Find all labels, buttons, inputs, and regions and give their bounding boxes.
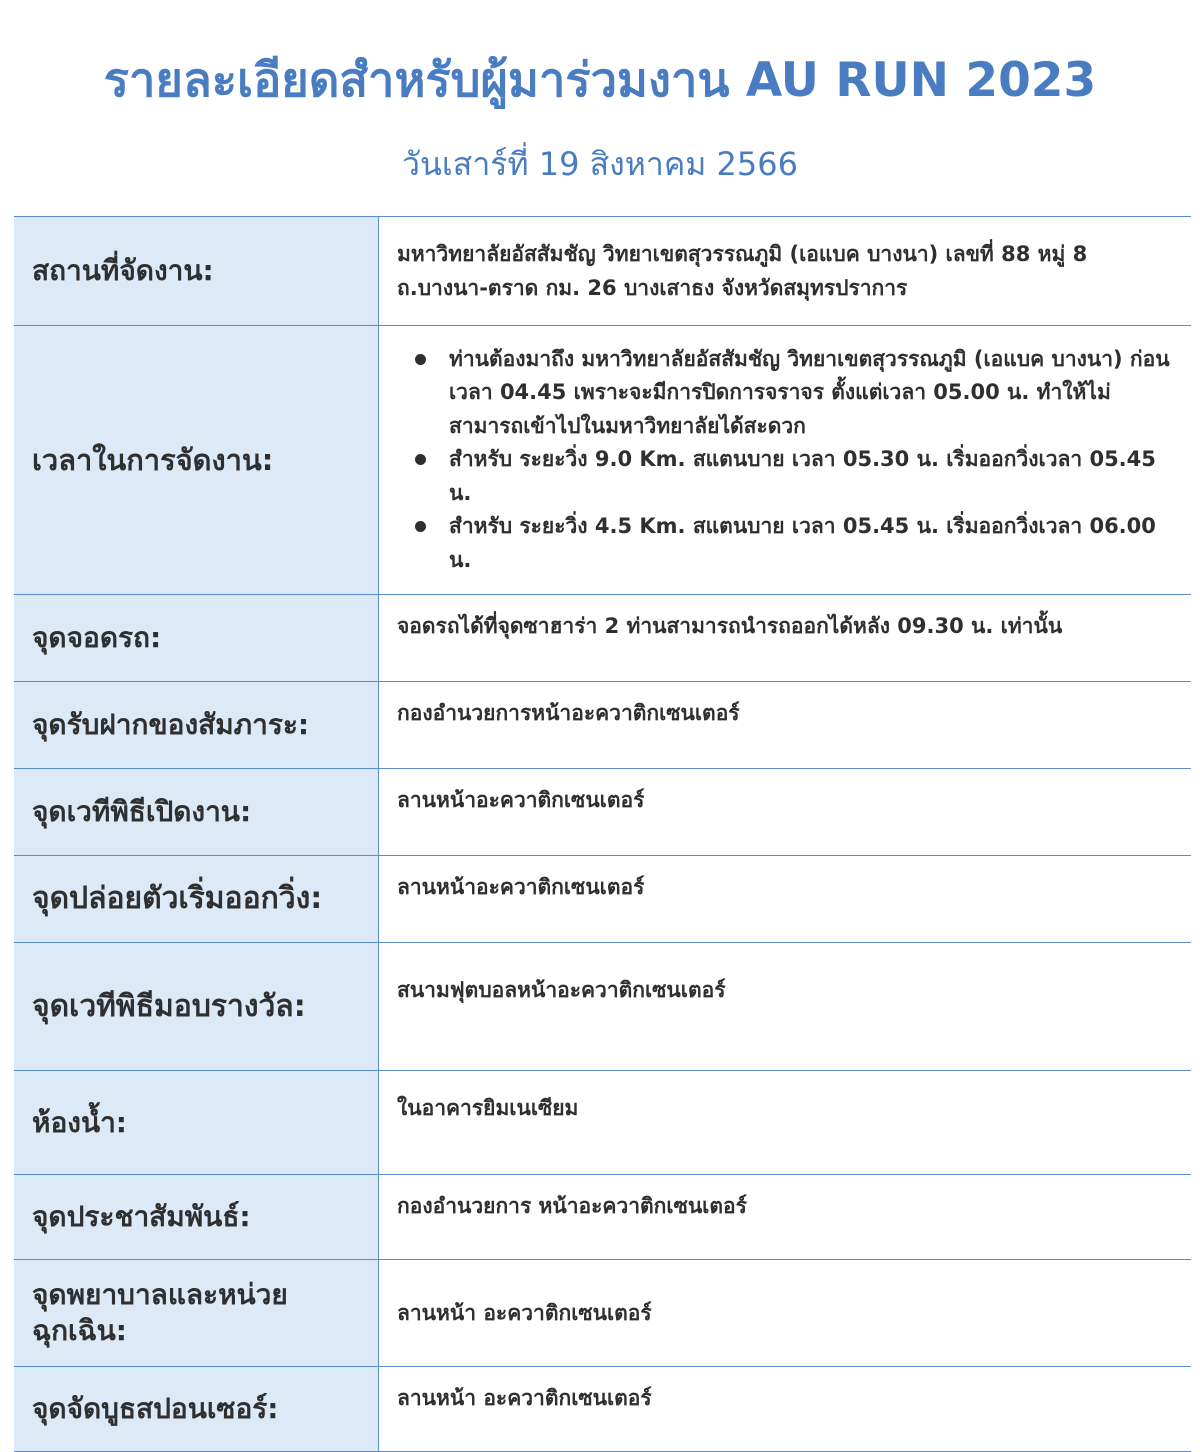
table-row-medical [14, 1260, 1191, 1367]
start-point-value: ลานหน้าอะควาติกเซนเตอร์ [379, 856, 1192, 943]
parking-label: จุดจอดรถ: [14, 595, 379, 682]
table-row-opening-stage [14, 769, 1191, 856]
bullet-icon [415, 454, 426, 465]
page-header [0, 0, 1200, 215]
time-item-4-5km: สำหรับ ระยะวิ่ง 4.5 Km. สแตนบาย เวลา 05.45 น. เริ่มออกวิ่งเวลา 06.00 น. [449, 514, 1156, 572]
bullet-icon [415, 521, 426, 532]
toilet-value: ในอาคารยิมเนเซียม [379, 1071, 1192, 1175]
event-details-table [14, 216, 1191, 1452]
time-item-9km: สำหรับ ระยะวิ่ง 9.0 Km. สแตนบาย เวลา 05.30 น. เริ่มออกวิ่งเวลา 05.45 น. [449, 447, 1156, 505]
venue-label: สถานที่จัดงาน: [14, 217, 379, 326]
list-item [449, 443, 1173, 510]
list-item [449, 510, 1173, 577]
pr-value: กองอำนวยการ หน้าอะควาติกเซนเตอร์ [379, 1175, 1192, 1260]
table-row-time [14, 326, 1191, 595]
opening-stage-label: จุดเวทีพิธีเปิดงาน: [14, 769, 379, 856]
time-list [397, 343, 1173, 578]
opening-stage-value: ลานหน้าอะควาติกเซนเตอร์ [379, 769, 1192, 856]
pr-label: จุดประชาสัมพันธ์: [14, 1175, 379, 1260]
time-label: เวลาในการจัดงาน: [14, 326, 379, 595]
table-row-toilet [14, 1071, 1191, 1175]
parking-value: จอดรถได้ที่จุดซาฮาร่า 2 ท่านสามารถนำรถออกได้หลัง 09.30 น. เท่านั้น [379, 595, 1192, 682]
bullet-icon [415, 354, 426, 365]
toilet-label: ห้องน้ำ: [14, 1071, 379, 1175]
table-row-parking [14, 595, 1191, 682]
award-stage-label: จุดเวทีพิธีมอบรางวัล: [14, 943, 379, 1071]
table-row-start-point [14, 856, 1191, 943]
list-item [449, 343, 1173, 444]
baggage-label: จุดรับฝากของสัมภาระ: [14, 682, 379, 769]
start-point-label: จุดปล่อยตัวเริ่มออกวิ่ง: [14, 856, 379, 943]
table-row-sponsor-booth [14, 1367, 1191, 1452]
sponsor-booth-value: ลานหน้า อะควาติกเซนเตอร์ [379, 1367, 1192, 1452]
table-row-pr [14, 1175, 1191, 1260]
table-row-venue [14, 217, 1191, 326]
medical-value: ลานหน้า อะควาติกเซนเตอร์ [379, 1260, 1192, 1367]
event-date: วันเสาร์ที่ 19 สิงหาคม 2566 [402, 145, 798, 183]
sponsor-booth-label: จุดจัดบูธสปอนเซอร์: [14, 1367, 379, 1452]
venue-value: มหาวิทยาลัยอัสสัมชัญ วิทยาเขตสุวรรณภูมิ (เอแบค บางนา) เลขที่ 88 หมู่ 8 ถ.บางนา-ตราด กม. 26 บางเสาธง จังหวัดสมุทรปราการ [379, 217, 1192, 326]
table-row-award-stage [14, 943, 1191, 1071]
table-row-baggage [14, 682, 1191, 769]
baggage-value: กองอำนวยการหน้าอะควาติกเซนเตอร์ [379, 682, 1192, 769]
time-value [379, 326, 1192, 595]
medical-label: จุดพยาบาลและหน่วยฉุกเฉิน: [14, 1260, 379, 1367]
time-item-arrival: ท่านต้องมาถึง มหาวิทยาลัยอัสสัมชัญ วิทยาเขตสุวรรณภูมิ (เอแบค บางนา) ก่อนเวลา 04.45 เพราะจะมีการปิดการจราจร ตั้งแต่เวลา 05.00 น. ทำให้ไม่สามารถเข้าไปในมหาวิทยาลัยได้สะดวก [449, 346, 1170, 438]
page-title: รายละเอียดสำหรับผู้มาร่วมงาน AU RUN 2023 [103, 53, 1097, 108]
award-stage-value: สนามฟุตบอลหน้าอะควาติกเซนเตอร์ [379, 943, 1192, 1071]
